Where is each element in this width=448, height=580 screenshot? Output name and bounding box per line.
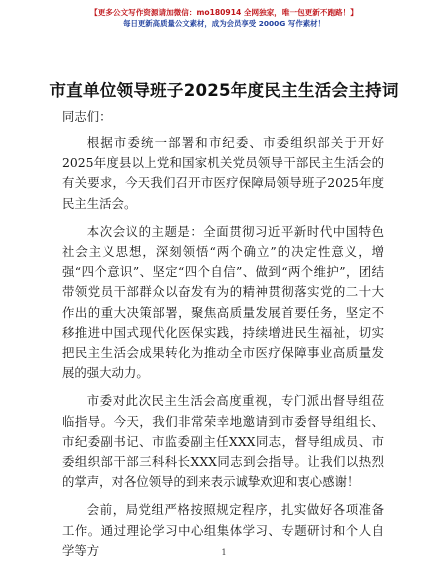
document-title: 市直单位领导班子2025年度民主生活会主持词	[49, 81, 399, 100]
promo-line-wechat: 【更多公文写作资源请加微信：mo180914 全网独家，唯一包更新不跑路！】	[90, 8, 358, 17]
paragraph-1: 根据市委统一部署和市纪委、市委组织部关于开好2025年度县以上党和国家机关党员领导干部民主生活会的有关要求，今天我们召开市医疗保障局领导班子2025年度民主生活会。	[62, 135, 384, 211]
page-number: 1	[221, 548, 227, 557]
paragraph-4: 会前，局党组严格按照规定程序，扎实做好各项准备工作。通过理论学习中心组集体学习、专题研讨和个人自学等方	[62, 502, 384, 558]
document-body	[62, 107, 384, 569]
promo-line-membership: 每日更新高质量公文素材，成为会员享受 2000G 写作素材！	[123, 19, 325, 28]
paragraph-2: 本次会议的主题是：全面贯彻习近平新时代中国特色社会主义思想，深刻领悟“两个确立”的决定性意义，增强“四个意识”、坚定“四个自信”、做到“两个维护”，团结带领党员干部群众以奋发有为的精神贯彻落实党的二十大作出的重大决策部署，聚焦高质量发展首要任务，坚定不移推进中国式现代化医保实践，持续增进民生福祉，切实把民主生活会成果转化为推动全市医疗保障事业高质量发展的强大动力。	[62, 223, 384, 381]
greeting: 同志们：	[62, 109, 112, 124]
header-banner	[0, 8, 448, 29]
paragraph-3: 市委对此次民主生活会高度重视，专门派出督导组莅临指导。今天，我们非常荣幸地邀请到市委督导组组长、市纪委副书记、市监委副主任XXX同志，督导组成员、市委组织部干部三科科长XXX同志到会指导。让我们以热烈的掌声，对各位领导的到来表示诚挚欢迎和衷心感谢！	[62, 393, 384, 490]
